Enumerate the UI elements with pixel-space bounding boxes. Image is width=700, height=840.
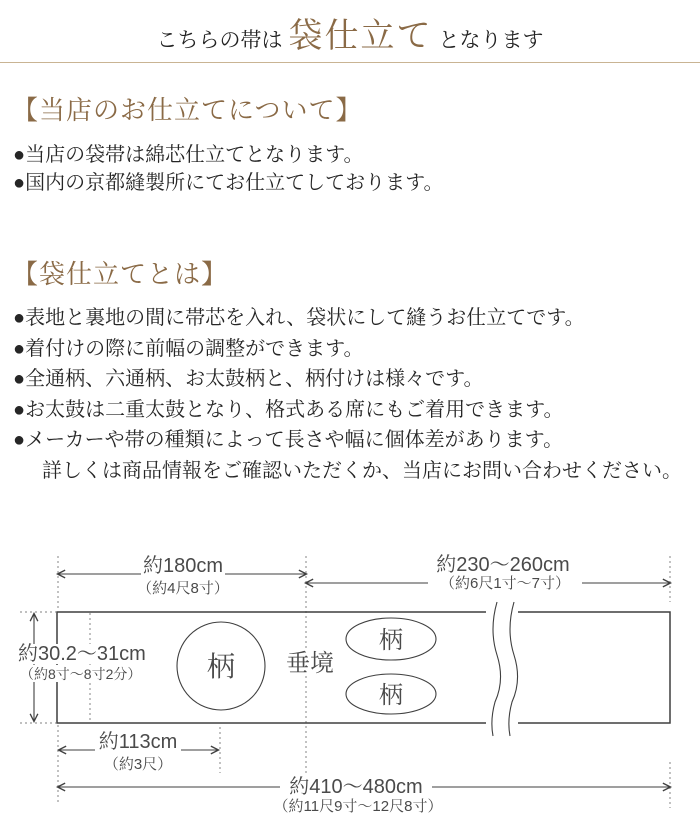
total-length-sublabel: （約11尺9寸〜12尺8寸） (273, 798, 443, 815)
page-title (0, 8, 700, 57)
list-item: ●着付けの際に前幅の調整ができます。 (13, 337, 364, 360)
list-item: ●全通柄、六通柄、お太鼓柄と、柄付けは様々です。 (13, 368, 484, 390)
boundary-label: 垂境 (286, 650, 334, 677)
total-length-label: 約410〜480cm (289, 776, 423, 798)
list-item: ●メーカーや帯の種類によって長さや幅に個体差があります。 (13, 429, 564, 451)
front-length-sublabel: （約4尺8寸） (137, 580, 229, 597)
pattern-label-upper: 柄 (379, 627, 403, 654)
list-item: ●当店の袋帯は綿芯仕立てとなります。 (13, 144, 364, 166)
pattern-label-main: 柄 (206, 651, 236, 682)
otaiko-length-label: 約113cm (98, 731, 178, 753)
width-label: 約30.2〜31cm (18, 643, 146, 665)
header-divider (0, 62, 700, 63)
shop-tailoring-list (13, 141, 443, 197)
width-sublabel: （約8寸〜8寸2分） (20, 666, 142, 682)
front-length-label: 約180cm (142, 555, 224, 577)
drum-length-label: 約230〜260cm (436, 554, 570, 576)
fukuro-definition-list (13, 303, 682, 486)
list-item: ●表地と裏地の間に帯芯を入れ、袋状にして縫うお仕立てです。 (13, 307, 585, 329)
pattern-label-lower: 柄 (379, 682, 403, 709)
list-item: ●国内の京都縫製所にてお仕立てしております。 (13, 172, 444, 194)
title-suffix: となります (438, 28, 544, 52)
title-prefix: こちらの帯は (156, 28, 283, 52)
drum-length-sublabel: （約6尺1寸〜7寸） (439, 575, 571, 592)
list-item-note: 詳しくは商品情報をご確認いただくか、当店にお問い合わせください。 (42, 459, 682, 482)
obi-dimension-diagram (0, 540, 700, 840)
otaiko-length-sublabel: （約3尺） (103, 756, 173, 773)
section-heading-shop-tailoring: 【当店のお仕立てについて】 (12, 96, 363, 125)
title-emphasis: 袋仕立て (288, 18, 433, 55)
boundary-mark (284, 648, 336, 677)
list-item: ●お太鼓は二重太鼓となり、格式ある席にもご着用できます。 (13, 398, 564, 421)
section-heading-fukuro-definition: 【袋仕立てとは】 (12, 260, 229, 289)
